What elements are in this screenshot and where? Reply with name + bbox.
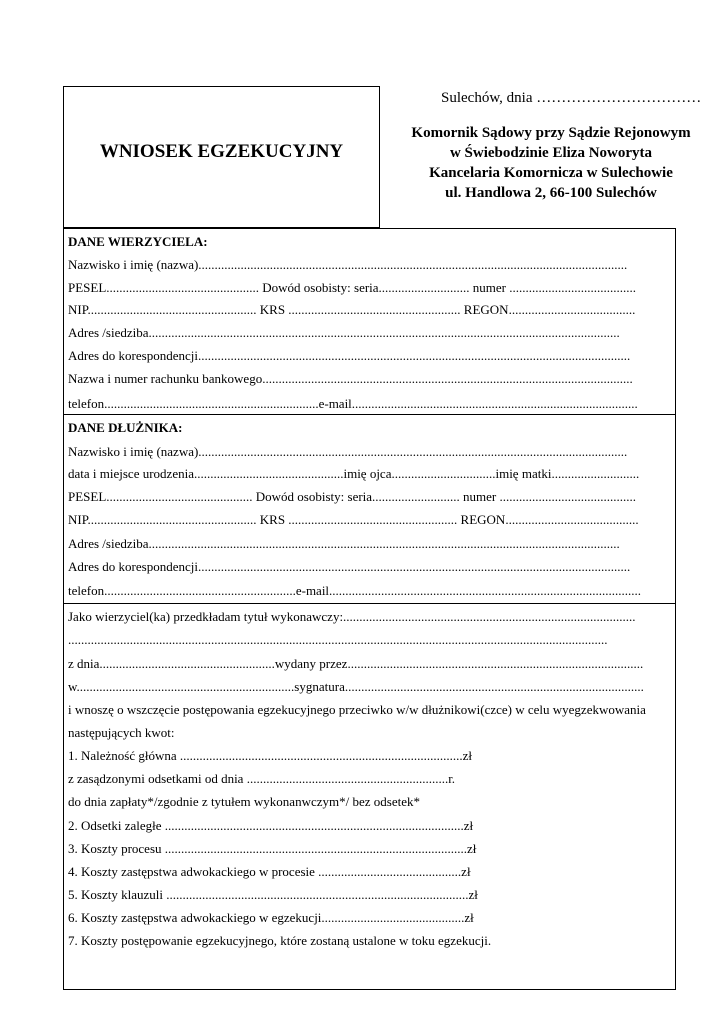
divider-creditor-debtor bbox=[63, 414, 676, 415]
attorney-costs-process-field[interactable]: 4. Koszty zastępstwa adwokackiego w procesie ............................................zł bbox=[68, 864, 471, 879]
debtor-nip-field[interactable]: NIP.................................................... KRS .................................................... REGON......................................... bbox=[68, 512, 639, 527]
recipient-line-1: Komornik Sądowy przy Sądzie Rejonowym bbox=[411, 125, 691, 141]
title-box bbox=[63, 86, 380, 228]
enforcement-costs-note: 7. Koszty postępowanie egzekucyjnego, które zostaną ustalone w toku egzekucji. bbox=[68, 933, 492, 948]
creditor-phone-email-field[interactable]: telefon..................................................................e-mail........................................................................................ bbox=[68, 396, 638, 411]
debtor-address-field[interactable]: Adres /siedziba................................................................................................................................................. bbox=[68, 536, 620, 551]
debtor-phone-email-field[interactable]: telefon...........................................................e-mail................................................................................................ bbox=[68, 583, 642, 598]
creditor-bank-account-field[interactable]: Nazwa i numer rachunku bankowego.................................................................................................................. bbox=[68, 371, 633, 386]
document-title: WNIOSEK EGZEKUCYJNY bbox=[99, 141, 344, 162]
attorney-costs-enforcement-field[interactable]: 6. Koszty zastępstwa adwokackiego w egzekucji............................................zł bbox=[68, 910, 474, 925]
debtor-name-field[interactable]: Nazwisko i imię (nazwa).................................................................................................................................... bbox=[68, 444, 628, 459]
recipient-line-2: w Świebodzinie Eliza Noworyta bbox=[449, 145, 653, 161]
signature-field[interactable]: w...................................................................sygnatura............................................................................................ bbox=[68, 679, 644, 694]
divider-debtor-request bbox=[63, 603, 676, 604]
interest-until-options: do dnia zapłaty*/zgodnie z tytułem wykonanwczym*/ bez odsetek* bbox=[68, 794, 420, 809]
debtor-heading: DANE DŁUŻNIKA: bbox=[68, 420, 183, 435]
recipient-address bbox=[385, 123, 717, 203]
recipient-line-3: Kancelaria Komornicza w Sulechowie bbox=[429, 165, 673, 181]
creditor-nip-field[interactable]: NIP.................................................... KRS ..................................................... REGON....................................... bbox=[68, 302, 636, 317]
request-statement: i wnoszę o wszczęcie postępowania egzekucyjnego przeciwko w/w dłużnikowi(czce) w celu wyegzekwowania bbox=[68, 702, 646, 717]
main-debt-field[interactable]: 1. Należność główna .......................................................................................zł bbox=[68, 748, 473, 763]
debtor-correspondence-field[interactable]: Adres do korespondencji..................................................................................................................................... bbox=[68, 559, 631, 574]
creditor-heading: DANE WIERZYCIELA: bbox=[68, 234, 208, 249]
interest-from-field[interactable]: z zasądzonymi odsetkami od dnia ..............................................................r. bbox=[68, 771, 456, 786]
debtor-pesel-field[interactable]: PESEL............................................. Dowód osobisty: seria........................... numer .......................................... bbox=[68, 489, 637, 504]
issued-date-field[interactable]: z dnia......................................................wydany przez........................................................................................... bbox=[68, 656, 644, 671]
creditor-correspondence-field[interactable]: Adres do korespondencji..................................................................................................................................... bbox=[68, 348, 631, 363]
debtor-birth-field[interactable]: data i miejsce urodzenia..............................................imię ojca................................imię matki........................... bbox=[68, 466, 640, 481]
title-executory-field[interactable]: Jako wierzyciel(ka) przedkładam tytuł wykonawczy:.......................................................................................... bbox=[68, 609, 636, 624]
city-date: Sulechów, dnia …………………………… bbox=[441, 90, 702, 106]
overdue-interest-field[interactable]: 2. Odsetki zaległe ............................................................................................zł bbox=[68, 818, 474, 833]
creditor-pesel-field[interactable]: PESEL............................................... Dowód osobisty: seria............................ numer ....................................... bbox=[68, 280, 637, 295]
recipient-line-4: ul. Handlowa 2, 66-100 Sulechów bbox=[445, 185, 657, 201]
process-costs-field[interactable]: 3. Koszty procesu .............................................................................................zł bbox=[68, 841, 477, 856]
creditor-address-field[interactable]: Adres /siedziba................................................................................................................................................. bbox=[68, 325, 620, 340]
clause-costs-field[interactable]: 5. Koszty klauzuli .............................................................................................zł bbox=[68, 887, 478, 902]
creditor-name-field[interactable]: Nazwisko i imię (nazwa).................................................................................................................................... bbox=[68, 257, 628, 272]
title-executory-continuation[interactable]: ...................................................................................................................................................................... bbox=[68, 632, 608, 647]
amounts-intro: następujących kwot: bbox=[68, 725, 175, 740]
